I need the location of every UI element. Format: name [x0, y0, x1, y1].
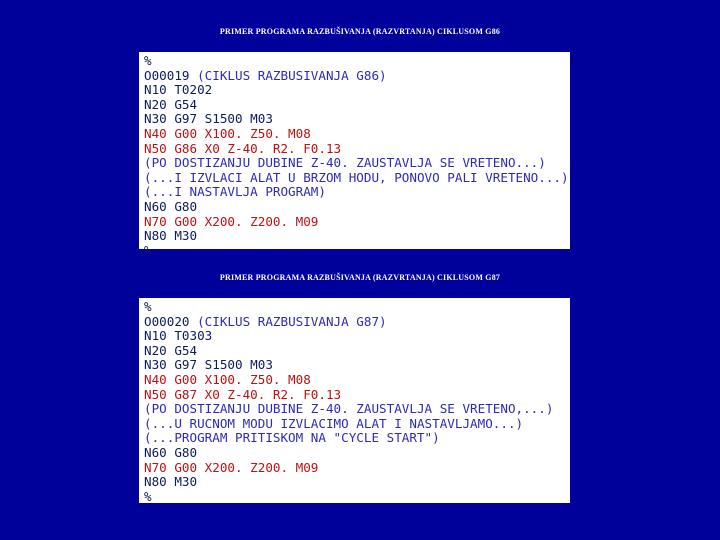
code-line: %	[144, 53, 152, 68]
code-line: N70 G00 X200. Z200. M09	[144, 213, 319, 229]
code-line: (...I NASTAVLJA PROGRAM)	[144, 184, 326, 200]
code-line: N30 G97 S1500 M03	[144, 357, 273, 373]
code-line: N60 G80	[144, 444, 198, 460]
program-comment: (CIKLUS RAZBUSIVANJA G86)	[197, 67, 387, 83]
code-line: N40 G00 X100. Z50. M08	[144, 371, 311, 387]
code-line: (PO DOSTIZANJU DUBINE Z-40. ZAUSTAVLJA SE VRETENO...)	[144, 155, 546, 171]
code-line: N80 M30	[144, 228, 198, 244]
section-heading-g87: PRIMER PROGRAMA RAZBUŠIVANJA (RAZVRTANJA) CIKLUSOM G87	[219, 273, 501, 282]
code-line: N10 T0303	[144, 328, 213, 344]
code-line	[144, 315, 570, 330]
code-line: N20 G54	[144, 342, 198, 358]
code-line: N70 G00 X200. Z200. M09	[144, 459, 319, 475]
code-line: N20 G54	[144, 96, 198, 112]
code-line: %	[144, 488, 152, 504]
code-line: N40 G00 X100. Z50. M08	[144, 125, 311, 141]
code-line: (...I IZVLACI ALAT U BRZOM HODU, PONOVO PALI VRETENO...)	[144, 169, 569, 185]
program-number: O00020	[144, 313, 198, 329]
program-comment: (CIKLUS RAZBUSIVANJA G87)	[197, 313, 387, 329]
code-line: %	[144, 299, 152, 314]
code-line: (...U RUCNOM MODU IZVLACIMO ALAT I NASTAVLJAMO...)	[144, 415, 524, 431]
code-line: N10 T0202	[144, 82, 213, 98]
code-line: N50 G86 X0 Z-40. R2. F0.13	[144, 140, 342, 156]
code-line: N80 M30	[144, 474, 198, 490]
code-line: N50 G87 X0 Z-40. R2. F0.13	[144, 386, 342, 402]
code-panel-g86	[139, 52, 570, 258]
code-line	[144, 69, 570, 84]
program-number: O00019	[144, 67, 198, 83]
code-line: (PO DOSTIZANJU DUBINE Z-40. ZAUSTAVLJA SE VRETENO,...)	[144, 401, 554, 417]
section-heading-g86: PRIMER PROGRAMA RAZBUŠIVANJA (RAZVRTANJA) CIKLUSOM G86	[219, 27, 501, 36]
code-line: N60 G80	[144, 198, 198, 214]
code-line: (...PROGRAM PRITISKOM NA "CYCLE START")	[144, 430, 440, 446]
code-line: N30 G97 S1500 M03	[144, 111, 273, 127]
code-panel-g87	[139, 298, 570, 503]
code-line: %	[144, 242, 152, 258]
